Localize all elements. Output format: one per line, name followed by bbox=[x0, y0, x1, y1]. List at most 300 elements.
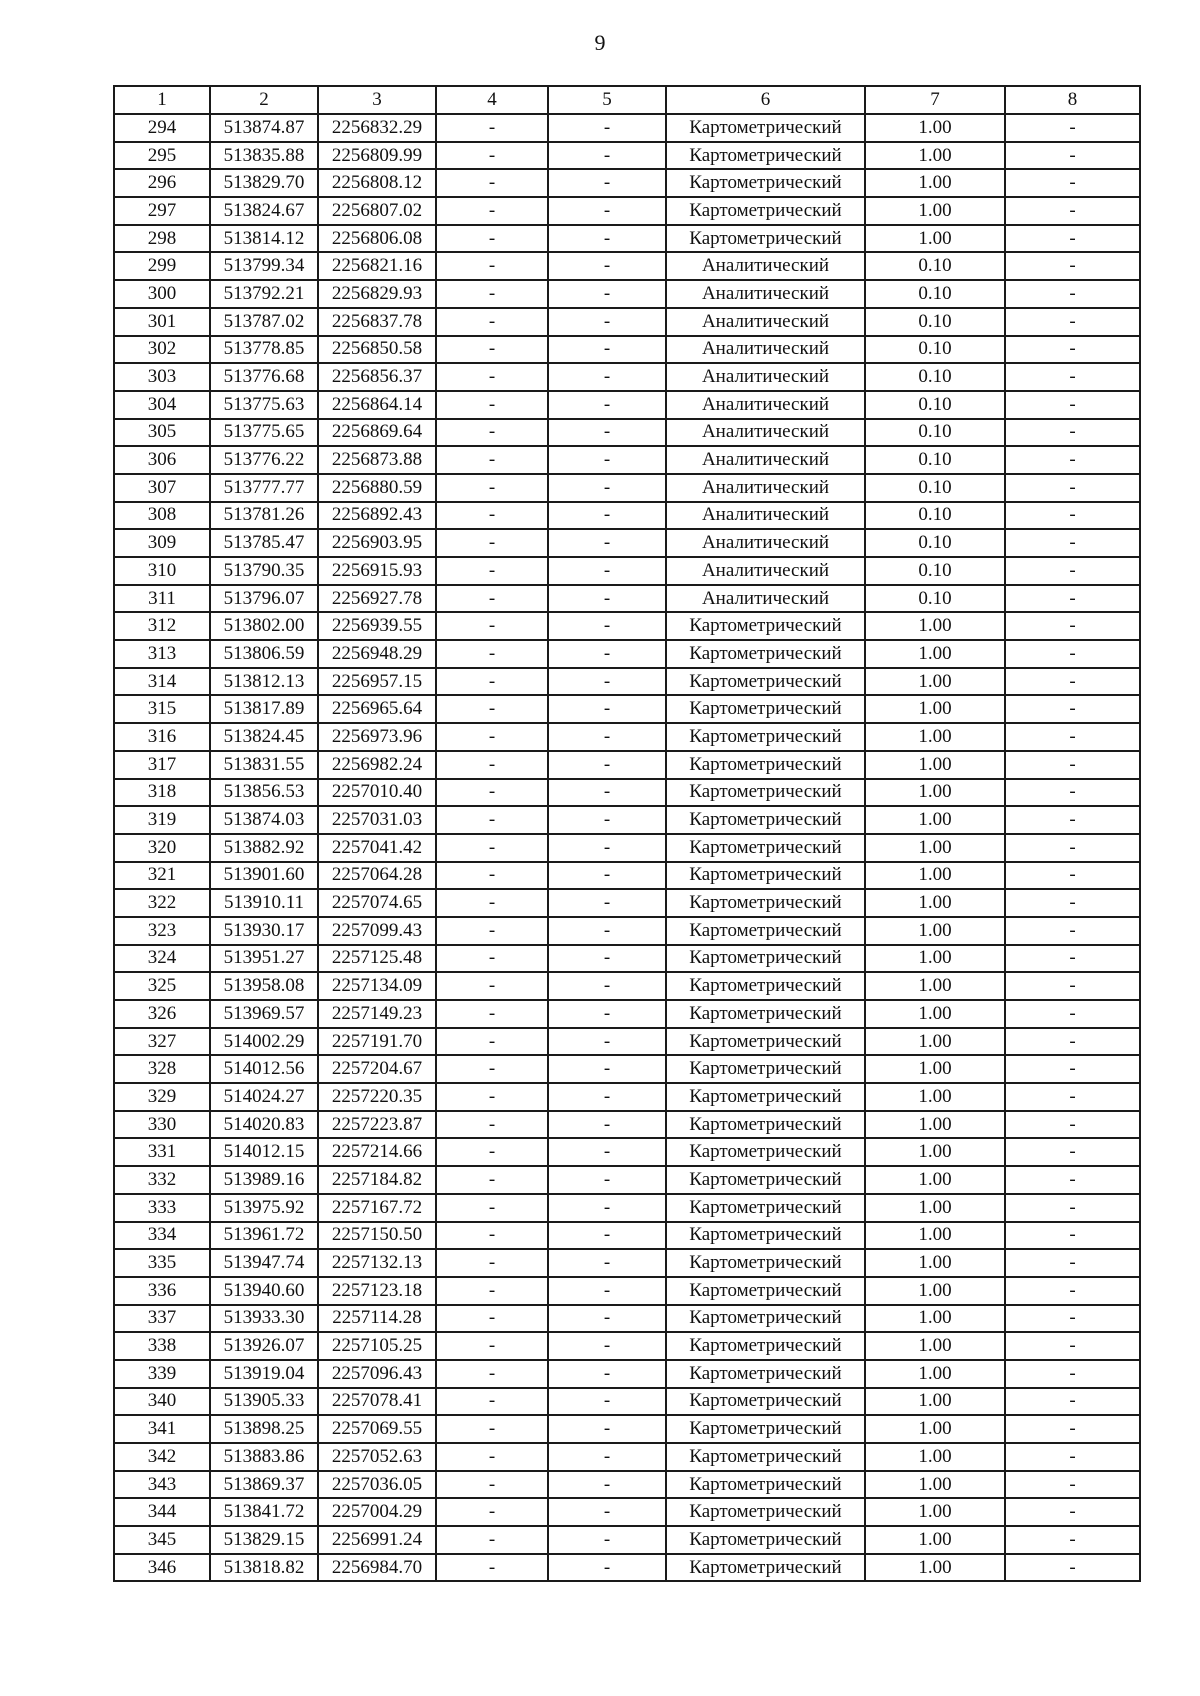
col4-cell: - bbox=[436, 668, 548, 696]
accuracy-cell: 1.00 bbox=[865, 1194, 1005, 1222]
x-coordinate-cell: 513835.88 bbox=[210, 142, 318, 170]
x-coordinate-cell: 513910.11 bbox=[210, 889, 318, 917]
col8-cell: - bbox=[1005, 972, 1140, 1000]
col5-cell: - bbox=[548, 806, 666, 834]
accuracy-cell: 1.00 bbox=[865, 806, 1005, 834]
col4-cell: - bbox=[436, 142, 548, 170]
table-row bbox=[114, 142, 1140, 170]
method-cell: Аналитический bbox=[666, 529, 865, 557]
col4-cell: - bbox=[436, 419, 548, 447]
x-coordinate-cell: 513775.63 bbox=[210, 391, 318, 419]
accuracy-cell: 0.10 bbox=[865, 419, 1005, 447]
col4-cell: - bbox=[436, 308, 548, 336]
y-coordinate-cell: 2257096.43 bbox=[318, 1360, 436, 1388]
x-coordinate-cell: 513802.00 bbox=[210, 612, 318, 640]
y-coordinate-cell: 2257041.42 bbox=[318, 834, 436, 862]
accuracy-cell: 1.00 bbox=[865, 1526, 1005, 1554]
method-cell: Картометрический bbox=[666, 169, 865, 197]
col5-cell: - bbox=[548, 1360, 666, 1388]
x-coordinate-cell: 514012.56 bbox=[210, 1055, 318, 1083]
point-number-cell: 301 bbox=[114, 308, 210, 336]
col5-cell: - bbox=[548, 834, 666, 862]
x-coordinate-cell: 513958.08 bbox=[210, 972, 318, 1000]
table-row bbox=[114, 1415, 1140, 1443]
col5-cell: - bbox=[548, 1305, 666, 1333]
method-cell: Аналитический bbox=[666, 391, 865, 419]
table-row bbox=[114, 1028, 1140, 1056]
col8-cell: - bbox=[1005, 1526, 1140, 1554]
col8-cell: - bbox=[1005, 1360, 1140, 1388]
x-coordinate-cell: 513940.60 bbox=[210, 1277, 318, 1305]
method-cell: Картометрический bbox=[666, 197, 865, 225]
y-coordinate-cell: 2257031.03 bbox=[318, 806, 436, 834]
table-row bbox=[114, 585, 1140, 613]
x-coordinate-cell: 513776.22 bbox=[210, 446, 318, 474]
point-number-cell: 316 bbox=[114, 723, 210, 751]
method-cell: Аналитический bbox=[666, 557, 865, 585]
col5-cell: - bbox=[548, 1415, 666, 1443]
col5-cell: - bbox=[548, 474, 666, 502]
method-cell: Картометрический bbox=[666, 834, 865, 862]
y-coordinate-cell: 2257010.40 bbox=[318, 779, 436, 807]
y-coordinate-cell: 2256864.14 bbox=[318, 391, 436, 419]
col8-cell: - bbox=[1005, 1277, 1140, 1305]
method-cell: Картометрический bbox=[666, 1471, 865, 1499]
x-coordinate-cell: 514024.27 bbox=[210, 1083, 318, 1111]
col5-cell: - bbox=[548, 1222, 666, 1250]
accuracy-cell: 1.00 bbox=[865, 1388, 1005, 1416]
column-header: 4 bbox=[436, 86, 548, 114]
table-row bbox=[114, 197, 1140, 225]
column-header: 3 bbox=[318, 86, 436, 114]
col5-cell: - bbox=[548, 502, 666, 530]
col4-cell: - bbox=[436, 695, 548, 723]
table-row bbox=[114, 446, 1140, 474]
table-row bbox=[114, 1360, 1140, 1388]
col8-cell: - bbox=[1005, 1166, 1140, 1194]
y-coordinate-cell: 2256991.24 bbox=[318, 1526, 436, 1554]
x-coordinate-cell: 513812.13 bbox=[210, 668, 318, 696]
col4-cell: - bbox=[436, 1166, 548, 1194]
coordinates-table bbox=[113, 85, 1141, 1582]
method-cell: Картометрический bbox=[666, 723, 865, 751]
x-coordinate-cell: 513814.12 bbox=[210, 225, 318, 253]
col8-cell: - bbox=[1005, 1083, 1140, 1111]
point-number-cell: 323 bbox=[114, 917, 210, 945]
table-row bbox=[114, 308, 1140, 336]
y-coordinate-cell: 2257105.25 bbox=[318, 1332, 436, 1360]
point-number-cell: 333 bbox=[114, 1194, 210, 1222]
col5-cell: - bbox=[548, 252, 666, 280]
y-coordinate-cell: 2257134.09 bbox=[318, 972, 436, 1000]
col8-cell: - bbox=[1005, 1415, 1140, 1443]
point-number-cell: 313 bbox=[114, 640, 210, 668]
method-cell: Картометрический bbox=[666, 612, 865, 640]
point-number-cell: 344 bbox=[114, 1498, 210, 1526]
y-coordinate-cell: 2256832.29 bbox=[318, 114, 436, 142]
method-cell: Картометрический bbox=[666, 779, 865, 807]
x-coordinate-cell: 513776.68 bbox=[210, 363, 318, 391]
col4-cell: - bbox=[436, 280, 548, 308]
y-coordinate-cell: 2256892.43 bbox=[318, 502, 436, 530]
method-cell: Картометрический bbox=[666, 1360, 865, 1388]
col5-cell: - bbox=[548, 1194, 666, 1222]
table-row bbox=[114, 917, 1140, 945]
table-row bbox=[114, 779, 1140, 807]
x-coordinate-cell: 513930.17 bbox=[210, 917, 318, 945]
method-cell: Картометрический bbox=[666, 1000, 865, 1028]
accuracy-cell: 0.10 bbox=[865, 280, 1005, 308]
point-number-cell: 332 bbox=[114, 1166, 210, 1194]
accuracy-cell: 0.10 bbox=[865, 502, 1005, 530]
col8-cell: - bbox=[1005, 917, 1140, 945]
col8-cell: - bbox=[1005, 1000, 1140, 1028]
method-cell: Картометрический bbox=[666, 1388, 865, 1416]
col5-cell: - bbox=[548, 723, 666, 751]
point-number-cell: 342 bbox=[114, 1443, 210, 1471]
x-coordinate-cell: 513883.86 bbox=[210, 1443, 318, 1471]
x-coordinate-cell: 513901.60 bbox=[210, 862, 318, 890]
point-number-cell: 317 bbox=[114, 751, 210, 779]
point-number-cell: 335 bbox=[114, 1249, 210, 1277]
x-coordinate-cell: 513781.26 bbox=[210, 502, 318, 530]
col8-cell: - bbox=[1005, 612, 1140, 640]
accuracy-cell: 1.00 bbox=[865, 1222, 1005, 1250]
x-coordinate-cell: 513818.82 bbox=[210, 1554, 318, 1582]
accuracy-cell: 0.10 bbox=[865, 474, 1005, 502]
col8-cell: - bbox=[1005, 363, 1140, 391]
accuracy-cell: 1.00 bbox=[865, 225, 1005, 253]
method-cell: Картометрический bbox=[666, 1415, 865, 1443]
col5-cell: - bbox=[548, 1000, 666, 1028]
y-coordinate-cell: 2256850.58 bbox=[318, 336, 436, 364]
col5-cell: - bbox=[548, 1249, 666, 1277]
col8-cell: - bbox=[1005, 1388, 1140, 1416]
accuracy-cell: 1.00 bbox=[865, 889, 1005, 917]
y-coordinate-cell: 2257223.87 bbox=[318, 1111, 436, 1139]
y-coordinate-cell: 2257123.18 bbox=[318, 1277, 436, 1305]
accuracy-cell: 1.00 bbox=[865, 1166, 1005, 1194]
col5-cell: - bbox=[548, 1471, 666, 1499]
column-header: 6 bbox=[666, 86, 865, 114]
col4-cell: - bbox=[436, 169, 548, 197]
method-cell: Аналитический bbox=[666, 280, 865, 308]
x-coordinate-cell: 513796.07 bbox=[210, 585, 318, 613]
col4-cell: - bbox=[436, 945, 548, 973]
point-number-cell: 314 bbox=[114, 668, 210, 696]
col4-cell: - bbox=[436, 751, 548, 779]
table-row bbox=[114, 1332, 1140, 1360]
y-coordinate-cell: 2257052.63 bbox=[318, 1443, 436, 1471]
point-number-cell: 336 bbox=[114, 1277, 210, 1305]
col8-cell: - bbox=[1005, 1305, 1140, 1333]
y-coordinate-cell: 2257214.66 bbox=[318, 1138, 436, 1166]
col4-cell: - bbox=[436, 1222, 548, 1250]
col4-cell: - bbox=[436, 1055, 548, 1083]
accuracy-cell: 1.00 bbox=[865, 142, 1005, 170]
y-coordinate-cell: 2257150.50 bbox=[318, 1222, 436, 1250]
x-coordinate-cell: 513975.92 bbox=[210, 1194, 318, 1222]
method-cell: Картометрический bbox=[666, 225, 865, 253]
x-coordinate-cell: 513785.47 bbox=[210, 529, 318, 557]
method-cell: Картометрический bbox=[666, 1111, 865, 1139]
col5-cell: - bbox=[548, 419, 666, 447]
table-row bbox=[114, 806, 1140, 834]
col8-cell: - bbox=[1005, 779, 1140, 807]
col4-cell: - bbox=[436, 889, 548, 917]
x-coordinate-cell: 513898.25 bbox=[210, 1415, 318, 1443]
method-cell: Картометрический bbox=[666, 1526, 865, 1554]
col5-cell: - bbox=[548, 612, 666, 640]
col8-cell: - bbox=[1005, 419, 1140, 447]
table-row bbox=[114, 1000, 1140, 1028]
method-cell: Аналитический bbox=[666, 419, 865, 447]
table-row bbox=[114, 1111, 1140, 1139]
col5-cell: - bbox=[548, 917, 666, 945]
point-number-cell: 303 bbox=[114, 363, 210, 391]
x-coordinate-cell: 513869.37 bbox=[210, 1471, 318, 1499]
table-row bbox=[114, 169, 1140, 197]
table-row bbox=[114, 419, 1140, 447]
col4-cell: - bbox=[436, 1360, 548, 1388]
col4-cell: - bbox=[436, 1443, 548, 1471]
point-number-cell: 322 bbox=[114, 889, 210, 917]
point-number-cell: 346 bbox=[114, 1554, 210, 1582]
col8-cell: - bbox=[1005, 252, 1140, 280]
y-coordinate-cell: 2257099.43 bbox=[318, 917, 436, 945]
point-number-cell: 309 bbox=[114, 529, 210, 557]
col4-cell: - bbox=[436, 612, 548, 640]
y-coordinate-cell: 2257074.65 bbox=[318, 889, 436, 917]
table-row bbox=[114, 391, 1140, 419]
col5-cell: - bbox=[548, 1138, 666, 1166]
col4-cell: - bbox=[436, 723, 548, 751]
x-coordinate-cell: 513919.04 bbox=[210, 1360, 318, 1388]
point-number-cell: 326 bbox=[114, 1000, 210, 1028]
col5-cell: - bbox=[548, 1028, 666, 1056]
point-number-cell: 330 bbox=[114, 1111, 210, 1139]
col4-cell: - bbox=[436, 917, 548, 945]
col5-cell: - bbox=[548, 114, 666, 142]
col5-cell: - bbox=[548, 1498, 666, 1526]
accuracy-cell: 1.00 bbox=[865, 1498, 1005, 1526]
col8-cell: - bbox=[1005, 142, 1140, 170]
y-coordinate-cell: 2256984.70 bbox=[318, 1554, 436, 1582]
col8-cell: - bbox=[1005, 1138, 1140, 1166]
x-coordinate-cell: 513799.34 bbox=[210, 252, 318, 280]
point-number-cell: 334 bbox=[114, 1222, 210, 1250]
method-cell: Аналитический bbox=[666, 363, 865, 391]
point-number-cell: 327 bbox=[114, 1028, 210, 1056]
x-coordinate-cell: 513951.27 bbox=[210, 945, 318, 973]
col4-cell: - bbox=[436, 252, 548, 280]
col4-cell: - bbox=[436, 1277, 548, 1305]
y-coordinate-cell: 2256856.37 bbox=[318, 363, 436, 391]
x-coordinate-cell: 513947.74 bbox=[210, 1249, 318, 1277]
x-coordinate-cell: 513778.85 bbox=[210, 336, 318, 364]
y-coordinate-cell: 2256957.15 bbox=[318, 668, 436, 696]
col8-cell: - bbox=[1005, 1222, 1140, 1250]
col5-cell: - bbox=[548, 142, 666, 170]
x-coordinate-cell: 513787.02 bbox=[210, 308, 318, 336]
table-row bbox=[114, 529, 1140, 557]
accuracy-cell: 1.00 bbox=[865, 668, 1005, 696]
point-number-cell: 305 bbox=[114, 419, 210, 447]
x-coordinate-cell: 513905.33 bbox=[210, 1388, 318, 1416]
column-header: 8 bbox=[1005, 86, 1140, 114]
y-coordinate-cell: 2257036.05 bbox=[318, 1471, 436, 1499]
col4-cell: - bbox=[436, 474, 548, 502]
y-coordinate-cell: 2256948.29 bbox=[318, 640, 436, 668]
col4-cell: - bbox=[436, 1194, 548, 1222]
col8-cell: - bbox=[1005, 1554, 1140, 1582]
x-coordinate-cell: 513817.89 bbox=[210, 695, 318, 723]
col4-cell: - bbox=[436, 1332, 548, 1360]
col4-cell: - bbox=[436, 1000, 548, 1028]
col5-cell: - bbox=[548, 889, 666, 917]
method-cell: Картометрический bbox=[666, 751, 865, 779]
col8-cell: - bbox=[1005, 640, 1140, 668]
table-row bbox=[114, 889, 1140, 917]
method-cell: Картометрический bbox=[666, 695, 865, 723]
method-cell: Аналитический bbox=[666, 474, 865, 502]
col5-cell: - bbox=[548, 1277, 666, 1305]
y-coordinate-cell: 2256837.78 bbox=[318, 308, 436, 336]
col8-cell: - bbox=[1005, 280, 1140, 308]
table-row bbox=[114, 834, 1140, 862]
point-number-cell: 315 bbox=[114, 695, 210, 723]
x-coordinate-cell: 513790.35 bbox=[210, 557, 318, 585]
table-row bbox=[114, 502, 1140, 530]
y-coordinate-cell: 2257149.23 bbox=[318, 1000, 436, 1028]
point-number-cell: 341 bbox=[114, 1415, 210, 1443]
y-coordinate-cell: 2256807.02 bbox=[318, 197, 436, 225]
col4-cell: - bbox=[436, 640, 548, 668]
col5-cell: - bbox=[548, 197, 666, 225]
accuracy-cell: 1.00 bbox=[865, 1277, 1005, 1305]
accuracy-cell: 1.00 bbox=[865, 1554, 1005, 1582]
x-coordinate-cell: 513933.30 bbox=[210, 1305, 318, 1333]
accuracy-cell: 1.00 bbox=[865, 1415, 1005, 1443]
col8-cell: - bbox=[1005, 225, 1140, 253]
y-coordinate-cell: 2257064.28 bbox=[318, 862, 436, 890]
y-coordinate-cell: 2257114.28 bbox=[318, 1305, 436, 1333]
point-number-cell: 306 bbox=[114, 446, 210, 474]
point-number-cell: 299 bbox=[114, 252, 210, 280]
y-coordinate-cell: 2256869.64 bbox=[318, 419, 436, 447]
x-coordinate-cell: 513777.77 bbox=[210, 474, 318, 502]
y-coordinate-cell: 2256821.16 bbox=[318, 252, 436, 280]
col5-cell: - bbox=[548, 1083, 666, 1111]
table-body bbox=[114, 86, 1140, 1581]
col8-cell: - bbox=[1005, 668, 1140, 696]
col8-cell: - bbox=[1005, 751, 1140, 779]
x-coordinate-cell: 513824.67 bbox=[210, 197, 318, 225]
accuracy-cell: 1.00 bbox=[865, 169, 1005, 197]
y-coordinate-cell: 2256927.78 bbox=[318, 585, 436, 613]
point-number-cell: 339 bbox=[114, 1360, 210, 1388]
col8-cell: - bbox=[1005, 336, 1140, 364]
x-coordinate-cell: 513775.65 bbox=[210, 419, 318, 447]
method-cell: Картометрический bbox=[666, 945, 865, 973]
method-cell: Картометрический bbox=[666, 142, 865, 170]
point-number-cell: 331 bbox=[114, 1138, 210, 1166]
point-number-cell: 295 bbox=[114, 142, 210, 170]
accuracy-cell: 0.10 bbox=[865, 252, 1005, 280]
col5-cell: - bbox=[548, 1166, 666, 1194]
col8-cell: - bbox=[1005, 474, 1140, 502]
method-cell: Картометрический bbox=[666, 1249, 865, 1277]
table-row bbox=[114, 474, 1140, 502]
col5-cell: - bbox=[548, 1554, 666, 1582]
method-cell: Картометрический bbox=[666, 1554, 865, 1582]
point-number-cell: 337 bbox=[114, 1305, 210, 1333]
column-header: 7 bbox=[865, 86, 1005, 114]
accuracy-cell: 0.10 bbox=[865, 585, 1005, 613]
point-number-cell: 297 bbox=[114, 197, 210, 225]
x-coordinate-cell: 513841.72 bbox=[210, 1498, 318, 1526]
table-row bbox=[114, 668, 1140, 696]
point-number-cell: 302 bbox=[114, 336, 210, 364]
x-coordinate-cell: 513829.70 bbox=[210, 169, 318, 197]
col8-cell: - bbox=[1005, 834, 1140, 862]
col4-cell: - bbox=[436, 336, 548, 364]
table-row bbox=[114, 1194, 1140, 1222]
column-header: 5 bbox=[548, 86, 666, 114]
table-row bbox=[114, 1526, 1140, 1554]
method-cell: Картометрический bbox=[666, 1055, 865, 1083]
col5-cell: - bbox=[548, 1055, 666, 1083]
point-number-cell: 294 bbox=[114, 114, 210, 142]
accuracy-cell: 1.00 bbox=[865, 1028, 1005, 1056]
y-coordinate-cell: 2256973.96 bbox=[318, 723, 436, 751]
col4-cell: - bbox=[436, 1111, 548, 1139]
col4-cell: - bbox=[436, 529, 548, 557]
col4-cell: - bbox=[436, 862, 548, 890]
y-coordinate-cell: 2256806.08 bbox=[318, 225, 436, 253]
col4-cell: - bbox=[436, 1138, 548, 1166]
point-number-cell: 329 bbox=[114, 1083, 210, 1111]
col4-cell: - bbox=[436, 779, 548, 807]
table-row bbox=[114, 363, 1140, 391]
accuracy-cell: 1.00 bbox=[865, 972, 1005, 1000]
method-cell: Картометрический bbox=[666, 806, 865, 834]
accuracy-cell: 1.00 bbox=[865, 1360, 1005, 1388]
col4-cell: - bbox=[436, 363, 548, 391]
col4-cell: - bbox=[436, 1388, 548, 1416]
col4-cell: - bbox=[436, 391, 548, 419]
x-coordinate-cell: 513874.87 bbox=[210, 114, 318, 142]
point-number-cell: 304 bbox=[114, 391, 210, 419]
method-cell: Картометрический bbox=[666, 1083, 865, 1111]
accuracy-cell: 1.00 bbox=[865, 1111, 1005, 1139]
method-cell: Аналитический bbox=[666, 502, 865, 530]
method-cell: Картометрический bbox=[666, 1138, 865, 1166]
y-coordinate-cell: 2257132.13 bbox=[318, 1249, 436, 1277]
table-row bbox=[114, 972, 1140, 1000]
col5-cell: - bbox=[548, 308, 666, 336]
col5-cell: - bbox=[548, 446, 666, 474]
col4-cell: - bbox=[436, 1305, 548, 1333]
col4-cell: - bbox=[436, 1415, 548, 1443]
col5-cell: - bbox=[548, 336, 666, 364]
method-cell: Аналитический bbox=[666, 446, 865, 474]
col5-cell: - bbox=[548, 585, 666, 613]
table-row bbox=[114, 1471, 1140, 1499]
x-coordinate-cell: 513824.45 bbox=[210, 723, 318, 751]
method-cell: Картометрический bbox=[666, 114, 865, 142]
y-coordinate-cell: 2256965.64 bbox=[318, 695, 436, 723]
